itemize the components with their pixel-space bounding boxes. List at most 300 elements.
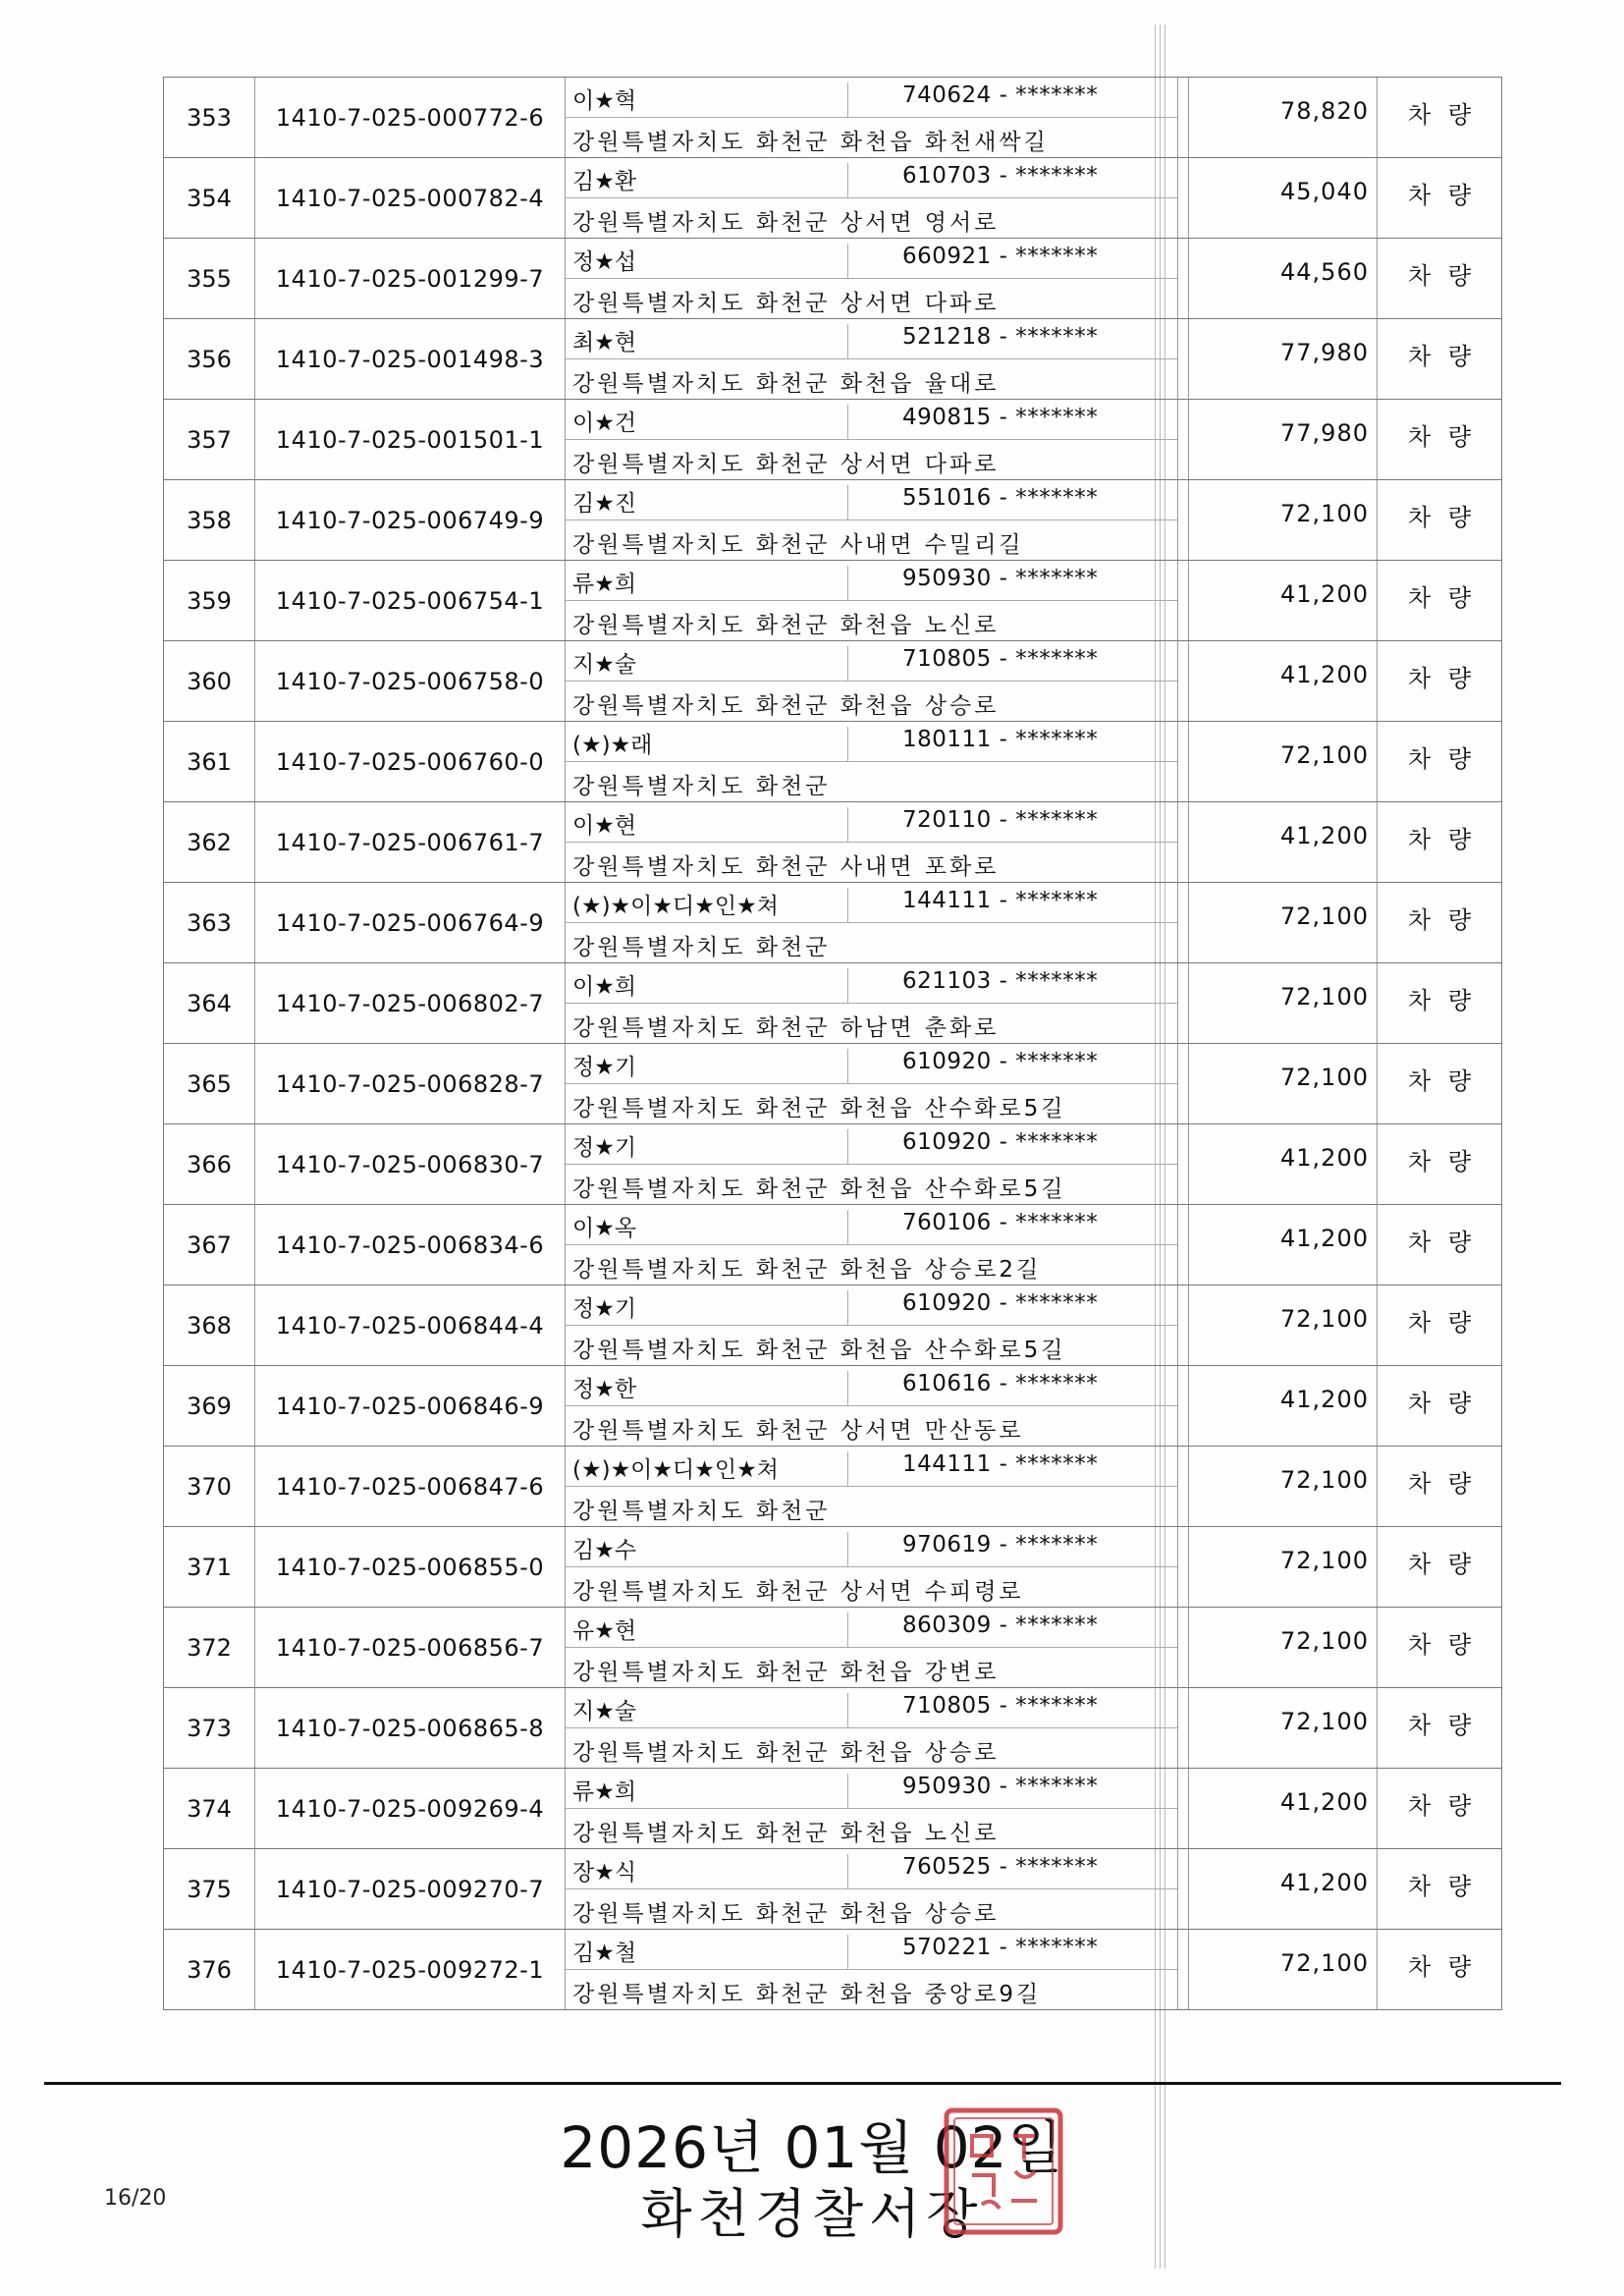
payee-bottom (566, 601, 1177, 641)
payee-bottom (566, 1889, 1177, 1930)
amount-cell (1189, 1205, 1378, 1285)
resident-id: 720110 - ******* (902, 807, 1099, 833)
row-number: 369 (164, 1366, 255, 1446)
footer-rule (44, 2082, 1561, 2085)
payee-info (566, 561, 1177, 640)
payee-info (566, 1044, 1177, 1123)
row-number: 353 (164, 78, 255, 157)
amount: 41,200 (1280, 1144, 1369, 1172)
type: 차 량 (1408, 1470, 1471, 1498)
resident-id: 660921 - ******* (902, 244, 1099, 269)
table-row (164, 1849, 1501, 1930)
resident-id: 144111 - ******* (902, 888, 1099, 913)
type: 차 량 (1408, 1309, 1471, 1337)
table-row (164, 1366, 1501, 1447)
column-gap (1177, 1688, 1189, 1768)
payee-address: 강원특별자치도 화천군 상서면 다파로 (572, 452, 1000, 477)
payee-name: (★)★이★디★인★쳐 (572, 1451, 848, 1487)
payee-bottom (566, 682, 1177, 722)
account-number: 1410-7-025-006834-6 (255, 1205, 566, 1285)
payee-top (566, 1124, 1177, 1165)
payee-bottom (566, 118, 1177, 158)
payee-info (566, 1124, 1177, 1204)
type-cell (1378, 158, 1501, 238)
column-gap (1177, 641, 1189, 721)
payee-info (566, 1447, 1177, 1526)
payee-address: 강원특별자치도 화천군 상서면 다파로 (572, 291, 1000, 316)
amount-cell (1189, 78, 1378, 157)
amount: 72,100 (1280, 983, 1369, 1011)
payee-address: 강원특별자치도 화천군 화천읍 상승로2길 (572, 1257, 1042, 1283)
type: 차 량 (1408, 987, 1471, 1014)
payee-info (566, 1688, 1177, 1768)
resident-id: 760106 - ******* (902, 1210, 1099, 1235)
amount-cell (1189, 561, 1378, 640)
row-number: 355 (164, 239, 255, 318)
type: 차 량 (1408, 182, 1471, 209)
payee-bottom (566, 1245, 1177, 1285)
amount-cell (1189, 400, 1378, 479)
table-row (164, 1930, 1501, 2010)
type: 차 량 (1408, 1390, 1471, 1417)
payee-info (566, 1849, 1177, 1929)
row-number: 359 (164, 561, 255, 640)
type-cell (1378, 239, 1501, 318)
type-cell (1378, 963, 1501, 1043)
payee-top (566, 1769, 1177, 1809)
type: 차 량 (1408, 584, 1471, 612)
account-number: 1410-7-025-006855-0 (255, 1527, 566, 1607)
column-gap (1177, 1769, 1189, 1848)
resident-id: 710805 - ******* (902, 646, 1099, 672)
column-gap (1177, 239, 1189, 318)
payee-address: 강원특별자치도 화천군 화천읍 율대로 (572, 371, 1000, 397)
column-gap (1177, 319, 1189, 399)
amount-cell (1189, 641, 1378, 721)
amount-cell (1189, 722, 1378, 801)
type-cell (1378, 1688, 1501, 1768)
amount: 41,200 (1280, 1869, 1369, 1896)
payee-address: 강원특별자치도 화천군 상서면 만산동로 (572, 1418, 1024, 1444)
payee-address: 강원특별자치도 화천군 화천읍 상승로 (572, 1901, 1000, 1927)
payee-name: 정★한 (572, 1371, 848, 1406)
table-row (164, 1769, 1501, 1849)
amount-cell (1189, 1608, 1378, 1687)
payee-address: 강원특별자치도 화천군 화천읍 노신로 (572, 1821, 1000, 1846)
payee-bottom (566, 1004, 1177, 1044)
table-row (164, 78, 1501, 158)
type-cell (1378, 1366, 1501, 1446)
table-row (164, 1205, 1501, 1285)
row-number: 354 (164, 158, 255, 238)
type: 차 량 (1408, 423, 1471, 451)
payee-info (566, 78, 1177, 157)
payee-top (566, 963, 1177, 1004)
column-gap (1177, 1849, 1189, 1929)
table-row (164, 1447, 1501, 1527)
table-row (164, 1044, 1501, 1124)
resident-id: 621103 - ******* (902, 968, 1099, 994)
payee-bottom (566, 1406, 1177, 1447)
column-gap (1177, 480, 1189, 560)
account-number: 1410-7-025-006830-7 (255, 1124, 566, 1204)
resident-id: 180111 - ******* (902, 727, 1099, 752)
table-row (164, 480, 1501, 561)
table-row (164, 641, 1501, 722)
table-row (164, 1608, 1501, 1688)
amount: 41,200 (1280, 1225, 1369, 1252)
payee-bottom (566, 359, 1177, 400)
resident-id: 610703 - ******* (902, 163, 1099, 189)
amount: 41,200 (1280, 822, 1369, 849)
payee-name: 유★현 (572, 1613, 848, 1648)
payee-bottom (566, 1165, 1177, 1205)
row-number: 366 (164, 1124, 255, 1204)
account-number: 1410-7-025-009272-1 (255, 1930, 566, 2009)
issuing-office: 화천경찰서장 (640, 2183, 984, 2245)
resident-id: 570221 - ******* (902, 1935, 1099, 1960)
resident-id: 740624 - ******* (902, 82, 1099, 108)
payee-address: 강원특별자치도 화천군 화천읍 중앙로9길 (572, 1982, 1042, 2007)
column-gap (1177, 1527, 1189, 1607)
amount-cell (1189, 1447, 1378, 1526)
row-number: 371 (164, 1527, 255, 1607)
official-seal-icon (943, 2106, 1064, 2236)
payee-name: 장★식 (572, 1854, 848, 1889)
payee-top (566, 480, 1177, 520)
payee-bottom (566, 1567, 1177, 1608)
type: 차 량 (1408, 343, 1471, 370)
amount: 41,200 (1280, 580, 1369, 608)
account-number: 1410-7-025-006844-4 (255, 1285, 566, 1365)
table-row (164, 239, 1501, 319)
amount: 78,820 (1280, 97, 1369, 125)
column-gap (1177, 1366, 1189, 1446)
account-number: 1410-7-025-006865-8 (255, 1688, 566, 1768)
payee-address: 강원특별자치도 화천군 (572, 774, 831, 799)
payee-name: 김★수 (572, 1532, 848, 1567)
type: 차 량 (1408, 1229, 1471, 1256)
type-cell (1378, 802, 1501, 882)
column-gap (1177, 963, 1189, 1043)
type-cell (1378, 1608, 1501, 1687)
amount: 72,100 (1280, 1627, 1369, 1655)
payee-name: (★)★이★디★인★쳐 (572, 888, 848, 923)
account-number: 1410-7-025-009270-7 (255, 1849, 566, 1929)
amount: 41,200 (1280, 1788, 1369, 1816)
payee-top (566, 883, 1177, 923)
column-gap (1177, 158, 1189, 238)
account-number: 1410-7-025-006847-6 (255, 1447, 566, 1526)
payee-top (566, 722, 1177, 762)
resident-id: 610920 - ******* (902, 1290, 1099, 1316)
payee-name: 이★희 (572, 968, 848, 1004)
type-cell (1378, 561, 1501, 640)
payee-top (566, 561, 1177, 601)
type-cell (1378, 480, 1501, 560)
table-row (164, 722, 1501, 802)
payee-address: 강원특별자치도 화천군 화천읍 산수화로5길 (572, 1338, 1066, 1363)
amount: 72,100 (1280, 1708, 1369, 1735)
table-row (164, 400, 1501, 480)
payee-bottom (566, 520, 1177, 561)
payee-top (566, 239, 1177, 279)
type: 차 량 (1408, 826, 1471, 853)
type: 차 량 (1408, 262, 1471, 290)
payee-top (566, 1044, 1177, 1084)
amount: 41,200 (1280, 661, 1369, 688)
payee-name: 이★혁 (572, 82, 848, 118)
amount-cell (1189, 1769, 1378, 1848)
resident-id: 521218 - ******* (902, 324, 1099, 350)
account-number: 1410-7-025-001299-7 (255, 239, 566, 318)
column-gap (1177, 400, 1189, 479)
type-cell (1378, 1285, 1501, 1365)
payee-bottom (566, 1970, 1177, 2010)
payee-name: 지★술 (572, 1693, 848, 1728)
type: 차 량 (1408, 906, 1471, 934)
amount: 72,100 (1280, 1305, 1369, 1333)
column-gap (1177, 1930, 1189, 2009)
row-number: 376 (164, 1930, 255, 2009)
amount: 72,100 (1280, 1064, 1369, 1091)
payee-info (566, 1205, 1177, 1285)
issue-date: 2026년 01월 02일 (560, 2114, 1064, 2181)
resident-id: 760525 - ******* (902, 1854, 1099, 1880)
payee-info (566, 802, 1177, 882)
payee-bottom (566, 1728, 1177, 1769)
payee-info (566, 1769, 1177, 1848)
payee-top (566, 1608, 1177, 1648)
payee-top (566, 802, 1177, 843)
account-number: 1410-7-025-009269-4 (255, 1769, 566, 1848)
type: 차 량 (1408, 1792, 1471, 1820)
payee-info (566, 158, 1177, 238)
type-cell (1378, 1447, 1501, 1526)
type: 차 량 (1408, 1953, 1471, 1981)
resident-id: 610920 - ******* (902, 1049, 1099, 1074)
table-row (164, 158, 1501, 239)
payee-address: 강원특별자치도 화천군 상서면 수피령로 (572, 1579, 1024, 1605)
resident-id: 610920 - ******* (902, 1129, 1099, 1155)
type: 차 량 (1408, 665, 1471, 692)
payee-bottom (566, 279, 1177, 319)
type: 차 량 (1408, 1148, 1471, 1175)
account-number: 1410-7-025-001498-3 (255, 319, 566, 399)
column-gap (1177, 561, 1189, 640)
resident-id: 710805 - ******* (902, 1693, 1099, 1719)
table-row (164, 883, 1501, 963)
column-gap (1177, 1124, 1189, 1204)
row-number: 373 (164, 1688, 255, 1768)
payee-top (566, 78, 1177, 118)
account-number: 1410-7-025-006856-7 (255, 1608, 566, 1687)
payee-top (566, 1849, 1177, 1889)
amount-cell (1189, 480, 1378, 560)
resident-id: 551016 - ******* (902, 485, 1099, 511)
amount-cell (1189, 1527, 1378, 1607)
payee-name: 류★희 (572, 1774, 848, 1809)
type-cell (1378, 641, 1501, 721)
table-row (164, 319, 1501, 400)
payee-top (566, 641, 1177, 682)
type: 차 량 (1408, 504, 1471, 531)
amount-cell (1189, 158, 1378, 238)
table-row (164, 1285, 1501, 1366)
row-number: 368 (164, 1285, 255, 1365)
type-cell (1378, 1124, 1501, 1204)
amount-cell (1189, 1124, 1378, 1204)
payee-info (566, 1285, 1177, 1365)
payee-top (566, 1205, 1177, 1245)
payee-info (566, 400, 1177, 479)
payee-info (566, 1366, 1177, 1446)
type-cell (1378, 722, 1501, 801)
payee-address: 강원특별자치도 화천군 하남면 춘화로 (572, 1015, 1000, 1041)
payee-address: 강원특별자치도 화천군 화천읍 산수화로5길 (572, 1096, 1066, 1121)
row-number: 364 (164, 963, 255, 1043)
amount: 72,100 (1280, 1466, 1369, 1494)
payee-address: 강원특별자치도 화천군 화천읍 노신로 (572, 613, 1000, 638)
amount-cell (1189, 1849, 1378, 1929)
account-number: 1410-7-025-006758-0 (255, 641, 566, 721)
resident-id: 950930 - ******* (902, 1774, 1099, 1799)
amount-cell (1189, 239, 1378, 318)
row-number: 367 (164, 1205, 255, 1285)
row-number: 357 (164, 400, 255, 479)
column-gap (1177, 1608, 1189, 1687)
amount-cell (1189, 883, 1378, 962)
resident-id: 950930 - ******* (902, 566, 1099, 591)
row-number: 374 (164, 1769, 255, 1848)
payee-name: 이★현 (572, 807, 848, 843)
column-gap (1177, 1447, 1189, 1526)
row-number: 358 (164, 480, 255, 560)
payee-bottom (566, 198, 1177, 239)
column-gap (1177, 78, 1189, 157)
type-cell (1378, 1205, 1501, 1285)
payee-name: 김★환 (572, 163, 848, 198)
page-number: 16/20 (104, 2186, 167, 2211)
payee-bottom (566, 762, 1177, 802)
payee-name: 이★건 (572, 405, 848, 440)
payee-address: 강원특별자치도 화천군 상서면 영서로 (572, 210, 1000, 236)
amount-cell (1189, 1044, 1378, 1123)
row-number: 363 (164, 883, 255, 962)
payee-name: 정★기 (572, 1049, 848, 1084)
amount: 72,100 (1280, 741, 1369, 769)
payee-top (566, 1527, 1177, 1567)
type-cell (1378, 78, 1501, 157)
payee-name: 김★진 (572, 485, 848, 520)
payee-bottom (566, 440, 1177, 480)
column-gap (1177, 1205, 1189, 1285)
row-number: 370 (164, 1447, 255, 1526)
table-row (164, 963, 1501, 1044)
row-number: 360 (164, 641, 255, 721)
account-number: 1410-7-025-006761-7 (255, 802, 566, 882)
payee-info (566, 1930, 1177, 2009)
column-gap (1177, 1044, 1189, 1123)
type-cell (1378, 1849, 1501, 1929)
payee-name: 최★현 (572, 324, 848, 359)
resident-id: 144111 - ******* (902, 1451, 1099, 1477)
payee-name: 김★철 (572, 1935, 848, 1970)
amount: 44,560 (1280, 258, 1369, 286)
payee-info (566, 239, 1177, 318)
payee-name: (★)★래 (572, 727, 848, 762)
payee-name: 정★기 (572, 1290, 848, 1326)
payee-top (566, 1688, 1177, 1728)
payee-info (566, 722, 1177, 801)
table-row (164, 1688, 1501, 1769)
resident-id: 490815 - ******* (902, 405, 1099, 430)
column-gap (1177, 883, 1189, 962)
tax-refund-table (163, 77, 1502, 2010)
amount: 72,100 (1280, 902, 1369, 930)
payee-info (566, 480, 1177, 560)
payee-address: 강원특별자치도 화천군 화천읍 강변로 (572, 1660, 1000, 1685)
column-gap (1177, 1285, 1189, 1365)
amount-cell (1189, 1366, 1378, 1446)
payee-name: 류★희 (572, 566, 848, 601)
amount-cell (1189, 319, 1378, 399)
account-number: 1410-7-025-000772-6 (255, 78, 566, 157)
payee-top (566, 1285, 1177, 1326)
account-number: 1410-7-025-006760-0 (255, 722, 566, 801)
payee-name: 정★기 (572, 1129, 848, 1165)
account-number: 1410-7-025-006754-1 (255, 561, 566, 640)
row-number: 362 (164, 802, 255, 882)
payee-info (566, 1527, 1177, 1607)
table-row (164, 1124, 1501, 1205)
amount: 72,100 (1280, 1949, 1369, 1977)
payee-bottom (566, 1084, 1177, 1124)
type: 차 량 (1408, 101, 1471, 129)
account-number: 1410-7-025-006764-9 (255, 883, 566, 962)
amount: 45,040 (1280, 178, 1369, 205)
row-number: 361 (164, 722, 255, 801)
payee-bottom (566, 1326, 1177, 1366)
payee-bottom (566, 1809, 1177, 1849)
payee-address: 강원특별자치도 화천군 화천읍 상승로 (572, 693, 1000, 719)
payee-info (566, 963, 1177, 1043)
payee-address: 강원특별자치도 화천군 사내면 수밀리길 (572, 532, 1024, 558)
payee-address: 강원특별자치도 화천군 화천읍 상승로 (572, 1740, 1000, 1766)
account-number: 1410-7-025-000782-4 (255, 158, 566, 238)
column-gap (1177, 802, 1189, 882)
payee-name: 정★섭 (572, 244, 848, 279)
payee-info (566, 883, 1177, 962)
payee-bottom (566, 843, 1177, 883)
row-number: 365 (164, 1044, 255, 1123)
amount-cell (1189, 1930, 1378, 2009)
amount-cell (1189, 802, 1378, 882)
payee-info (566, 319, 1177, 399)
payee-address: 강원특별자치도 화천군 화천읍 산수화로5길 (572, 1176, 1066, 1202)
column-gap (1177, 722, 1189, 801)
amount-cell (1189, 1285, 1378, 1365)
type-cell (1378, 883, 1501, 962)
table-row (164, 561, 1501, 641)
payee-address: 강원특별자치도 화천군 (572, 935, 831, 960)
type-cell (1378, 400, 1501, 479)
account-number: 1410-7-025-006749-9 (255, 480, 566, 560)
payee-info (566, 641, 1177, 721)
account-number: 1410-7-025-006802-7 (255, 963, 566, 1043)
payee-bottom (566, 1648, 1177, 1688)
payee-top (566, 1447, 1177, 1487)
